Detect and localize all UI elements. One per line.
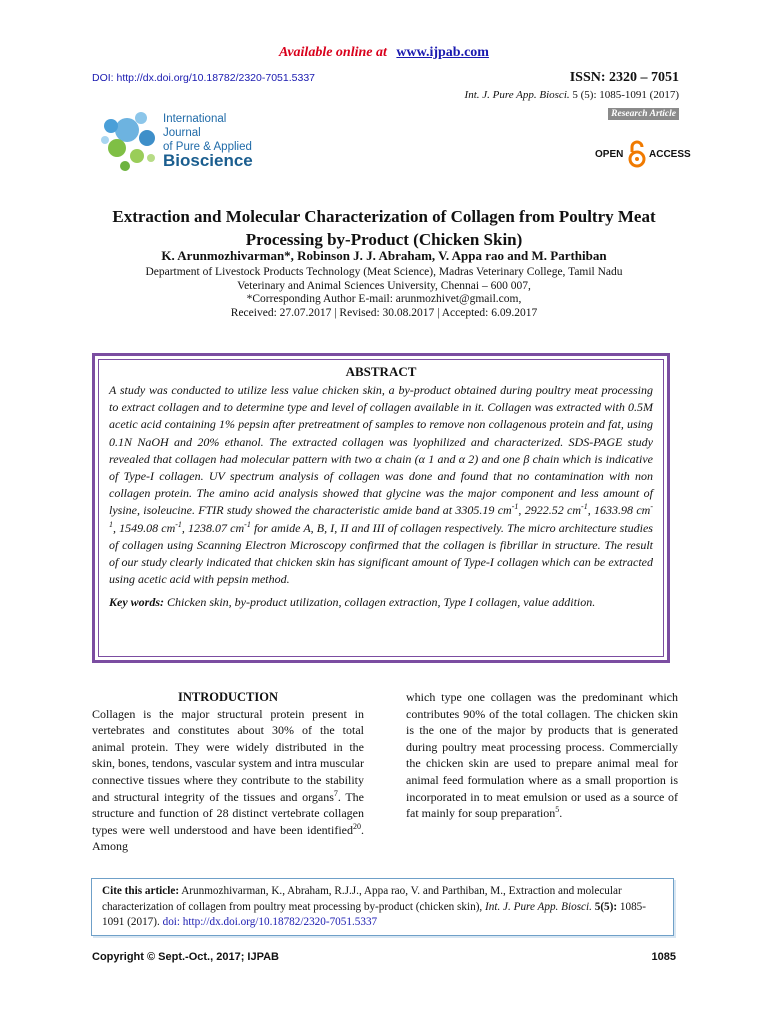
cite-volume: 5(5): (591, 900, 618, 913)
copyright: Copyright © Sept.-Oct., 2017; IJPAB (92, 951, 279, 963)
bubble-logo-icon (97, 108, 161, 176)
authors: K. Arunmozhivarman*, Robinson J. J. Abraham, V. Appa rao and M. Parthiban (161, 248, 607, 263)
cite-pages: 1085-1091 (2017). (102, 900, 646, 928)
cite-label: Cite this article: (102, 885, 180, 897)
cite-text: Arunmozhivarman, K., Abraham, R.J.J., Appa rao, V. and Parthiban, M., Extraction and molecular characterization of collagen from poultry meat processing by-product (chicken skin), (102, 885, 622, 913)
unit-sup: -1 (109, 502, 653, 529)
affiliation-line-1: Department of Livestock Products Technology (Meat Science), Madras Veterinary College, Tamil Nadu (145, 266, 623, 278)
unit-sup: -1 (581, 502, 588, 512)
abstract-value-4: , 1549.08 cm (113, 520, 176, 535)
abstract-value-2: , 2922.52 cm (518, 503, 582, 518)
available-online (0, 45, 768, 61)
keywords-label: Key words: (109, 595, 164, 610)
intro-right-b: . (559, 806, 563, 821)
open-lock-icon (627, 140, 647, 168)
intro-left-text (92, 706, 364, 855)
journal-volume: 5 (5): 1085-1091 (2017) (572, 89, 679, 101)
available-label: Available online at (279, 45, 387, 60)
intro-left-c: . Among (92, 822, 364, 854)
article-dates: Received: 27.07.2017 | Revised: 30.08.2017 | Accepted: 6.09.2017 (230, 306, 538, 319)
abstract-text (109, 382, 653, 588)
paper-title: Extraction and Molecular Characterization of Collagen from Poultry Meat Processing by-Product (Chicken Skin) (112, 207, 656, 249)
abstract-heading: ABSTRACT (345, 364, 417, 379)
cite-this-article-box (91, 878, 674, 936)
abstract-part-2: for amide A, B, I, II and III of collagen respectively. The micro architecture studies of collagen using Scanning Electron Microscopy confirmed that the collagen is fibrillar in structure. The result of our study clearly indicated that chicken skin has significant amount of Type-I collagen which can be extracted using acetic acid with pepsin method. (109, 520, 653, 587)
logo-line-1: International Journal (163, 113, 227, 139)
unit-sup: -1 (511, 502, 519, 512)
logo-text (163, 112, 267, 168)
open-access-right: ACCESS (649, 149, 691, 160)
logo-line-3: Bioscience (163, 151, 253, 170)
abstract-part-1: A study was conducted to utilize less value chicken skin, a by-product obtained during poultry meat processing to extract collagen and to determine type and level of collagen available in it. Collagen was extracted with 0.5M acetic acid containing 1% pepsin after pretreatment of samples to remove non collagenous protein and fat, using 0.1N NaOH and 20% ethanol. The extracted collagen was lyophilized and characterized. SDS-PAGE study revealed that collagen had molecular pattern with two α chain (α 1 and α 2) and one β chain which is indicative of Type-I collagen. UV spectrum analysis of collagen was done and found that no contamination with non collagen protein. The amino acid analysis showed that glycine was the major component and less amount of lysine, isoleucine. FTIR study showed the characteristic amide band at 3305.19 cm (109, 383, 653, 518)
unit-sup: -1 (175, 519, 182, 529)
cite-doi-link[interactable]: doi: http://dx.doi.org/10.18782/2320-7051.5337 (159, 916, 378, 928)
journal-abbrev: Int. J. Pure App. Biosci. (464, 89, 570, 101)
journal-logo (97, 108, 267, 176)
logo-line-2: of Pure & Applied (163, 141, 252, 153)
intro-left-a: Collagen is the major structural protein present in vertebrates and constitutes about 30% of the total animal protein. They were widely distributed in the skin, bones, tendons, vascular system and intra muscular connective tissues where they contribute to the stability and structural integrity of the tissues and organs (92, 706, 364, 804)
open-access-left: OPEN (595, 149, 624, 160)
abstract-value-3: , 1633.98 cm (587, 503, 651, 518)
abstract-value-5: , 1238.07 cm (181, 520, 245, 535)
affiliation-line-2: Veterinary and Animal Sciences University, Chennai – 600 007, (237, 279, 531, 292)
abstract-box (92, 353, 670, 663)
open-access-logo (595, 140, 690, 168)
doi-link[interactable]: DOI: http://dx.doi.org/10.18782/2320-7051.5337 (92, 72, 315, 84)
article-type-badge: Research Article (608, 108, 679, 120)
ref-sup: 7 (333, 788, 338, 798)
ref-sup: 5 (555, 805, 560, 815)
unit-sup: -1 (244, 519, 251, 529)
ref-sup: 20 (353, 821, 361, 831)
intro-right-text (406, 689, 678, 822)
intro-left-b: . The structure and function of 28 distinct vertebrate collagen types were well understood and have been identified (92, 789, 364, 837)
intro-left-column (92, 689, 364, 855)
intro-right-a: which type one collagen was the predominant which contributes 90% of the total collagen. The chicken skin is the one of the major by products that is generated during poultry meat processing process. Commercially the chicken skin are used to prepare animal meal for animal feed formulation where as a small proportion is incorporated in to meat emulsion or used as a source of fat mainly for soup preparation (406, 690, 678, 821)
journal-citation (465, 89, 679, 101)
page-number: 1085 (651, 951, 676, 963)
journal-url-link[interactable]: www.ijpab.com (396, 45, 489, 60)
cite-journal: Int. J. Pure App. Biosci. (485, 900, 592, 913)
issn: ISSN: 2320 – 7051 (569, 70, 679, 85)
intro-right-column (406, 689, 678, 822)
affiliation (80, 266, 688, 320)
keywords-text: Chicken skin, by-product utilization, collagen extraction, Type I collagen, value addition. (167, 595, 596, 610)
intro-heading: INTRODUCTION (177, 690, 278, 704)
corresponding-email: *Corresponding Author E-mail: arunmozhivet@gmail.com, (246, 293, 522, 305)
keywords (109, 594, 653, 611)
